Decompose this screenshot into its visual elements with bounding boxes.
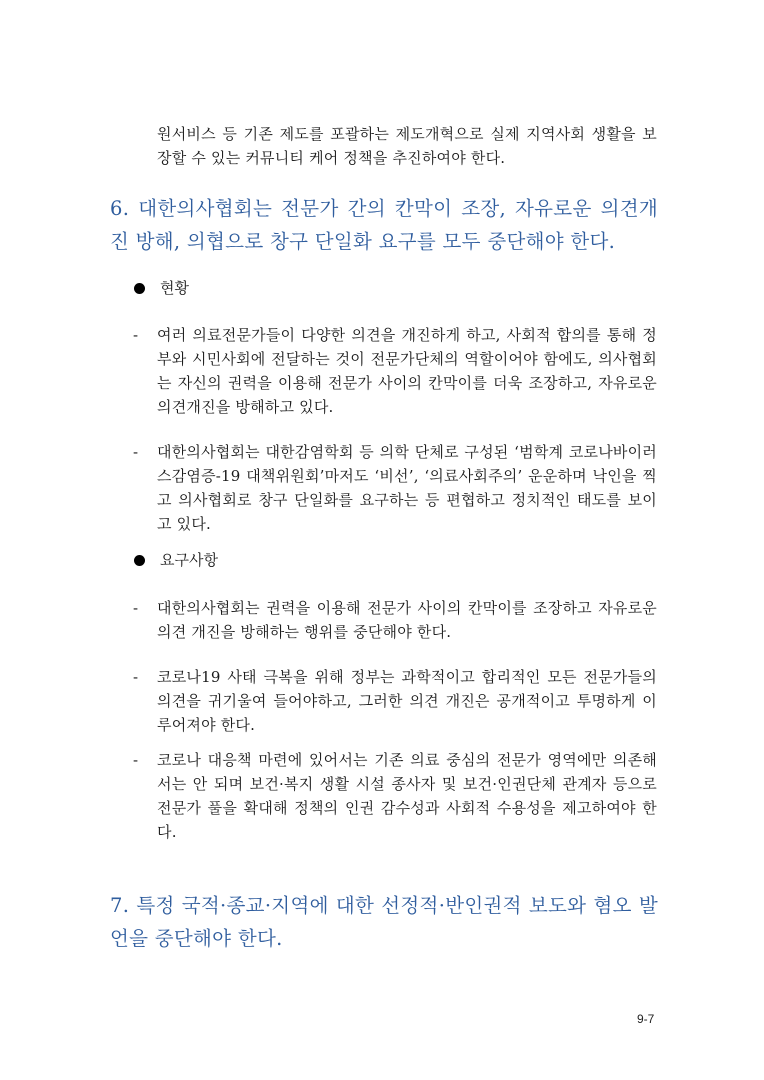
dash-marker: - bbox=[133, 599, 139, 617]
dash-marker: - bbox=[133, 668, 139, 686]
status-item-1-text: 여러 의료전문가들이 다양한 의견을 개진하게 하고, 사회적 합의를 통해 정부와 시민사회에 전달하는 것이 전문가단체의 역할이어야 함에도, 의사협회는 자신의 권력을 이용해 전문가 사이의 칸막이를 더욱 조장하고, 자유로운 의견개진을 방해하고 있다. bbox=[157, 326, 657, 416]
status-label: 현황 bbox=[160, 279, 189, 297]
demands-bullet bbox=[134, 548, 218, 572]
section-6-heading: 6. 대한의사협회는 전문가 간의 칸막이 조장, 자유로운 의견개진 방해, 의협으로 창구 단일화 요구를 모두 중단해야 한다. bbox=[110, 197, 658, 253]
page-number: 9-7 bbox=[637, 1012, 655, 1026]
dash-marker: - bbox=[133, 326, 139, 344]
demand-item-3-text: 코로나 대응책 마련에 있어서는 기존 의료 중심의 전문가 영역에만 의존해서는 안 되며 보건·복지 생활 시설 종사자 및 보건·인권단체 관계자 등으로 전문가 풀을 확대해 정책의 인권 감수성과 사회적 수용성을 제고하여야 한다. bbox=[157, 751, 657, 841]
demand-item-1-text: 대한의사협회는 권력을 이용해 전문가 사이의 칸막이를 조장하고 자유로운 의견 개진을 방해하는 행위를 중단해야 한다. bbox=[157, 599, 657, 641]
demand-item-2-text: 코로나19 사태 극복을 위해 정부는 과학적이고 합리적인 모든 전문가들의 의견을 귀기울여 들어야하고, 그러한 의견 개진은 공개적이고 투명하게 이루어져야 한다. bbox=[157, 668, 657, 734]
section-7-heading: 7. 특정 국적·종교·지역에 대한 선정적·반인권적 보도와 혐오 발언을 중단해야 한다. bbox=[110, 894, 658, 950]
demand-item-3 bbox=[133, 748, 657, 844]
demand-item-1 bbox=[133, 596, 657, 644]
status-item-2-text: 대한의사협회는 대한감염학회 등 의학 단체로 구성된 ‘범학계 코로나바이러스감염증-19 대책위원회’마저도 ‘비선’, ‘의료사회주의’ 운운하며 낙인을 찍고 의사협회로 창구 단일화를 요구하는 등 편협하고 정치적인 태도를 보이고 있다. bbox=[157, 443, 657, 533]
dash-marker: - bbox=[133, 751, 139, 769]
bullet-dot-icon bbox=[134, 283, 145, 294]
demands-label: 요구사항 bbox=[160, 551, 218, 569]
status-item-1 bbox=[133, 323, 657, 419]
status-item-2 bbox=[133, 440, 657, 536]
status-bullet bbox=[134, 276, 189, 300]
bullet-dot-icon bbox=[134, 555, 145, 566]
intro-paragraph: 원서비스 등 기존 제도를 포괄하는 제도개혁으로 실제 지역사회 생활을 보장할 수 있는 커뮤니티 케어 정책을 추진하여야 한다. bbox=[157, 125, 657, 167]
dash-marker: - bbox=[133, 443, 139, 461]
demand-item-2 bbox=[133, 665, 657, 737]
